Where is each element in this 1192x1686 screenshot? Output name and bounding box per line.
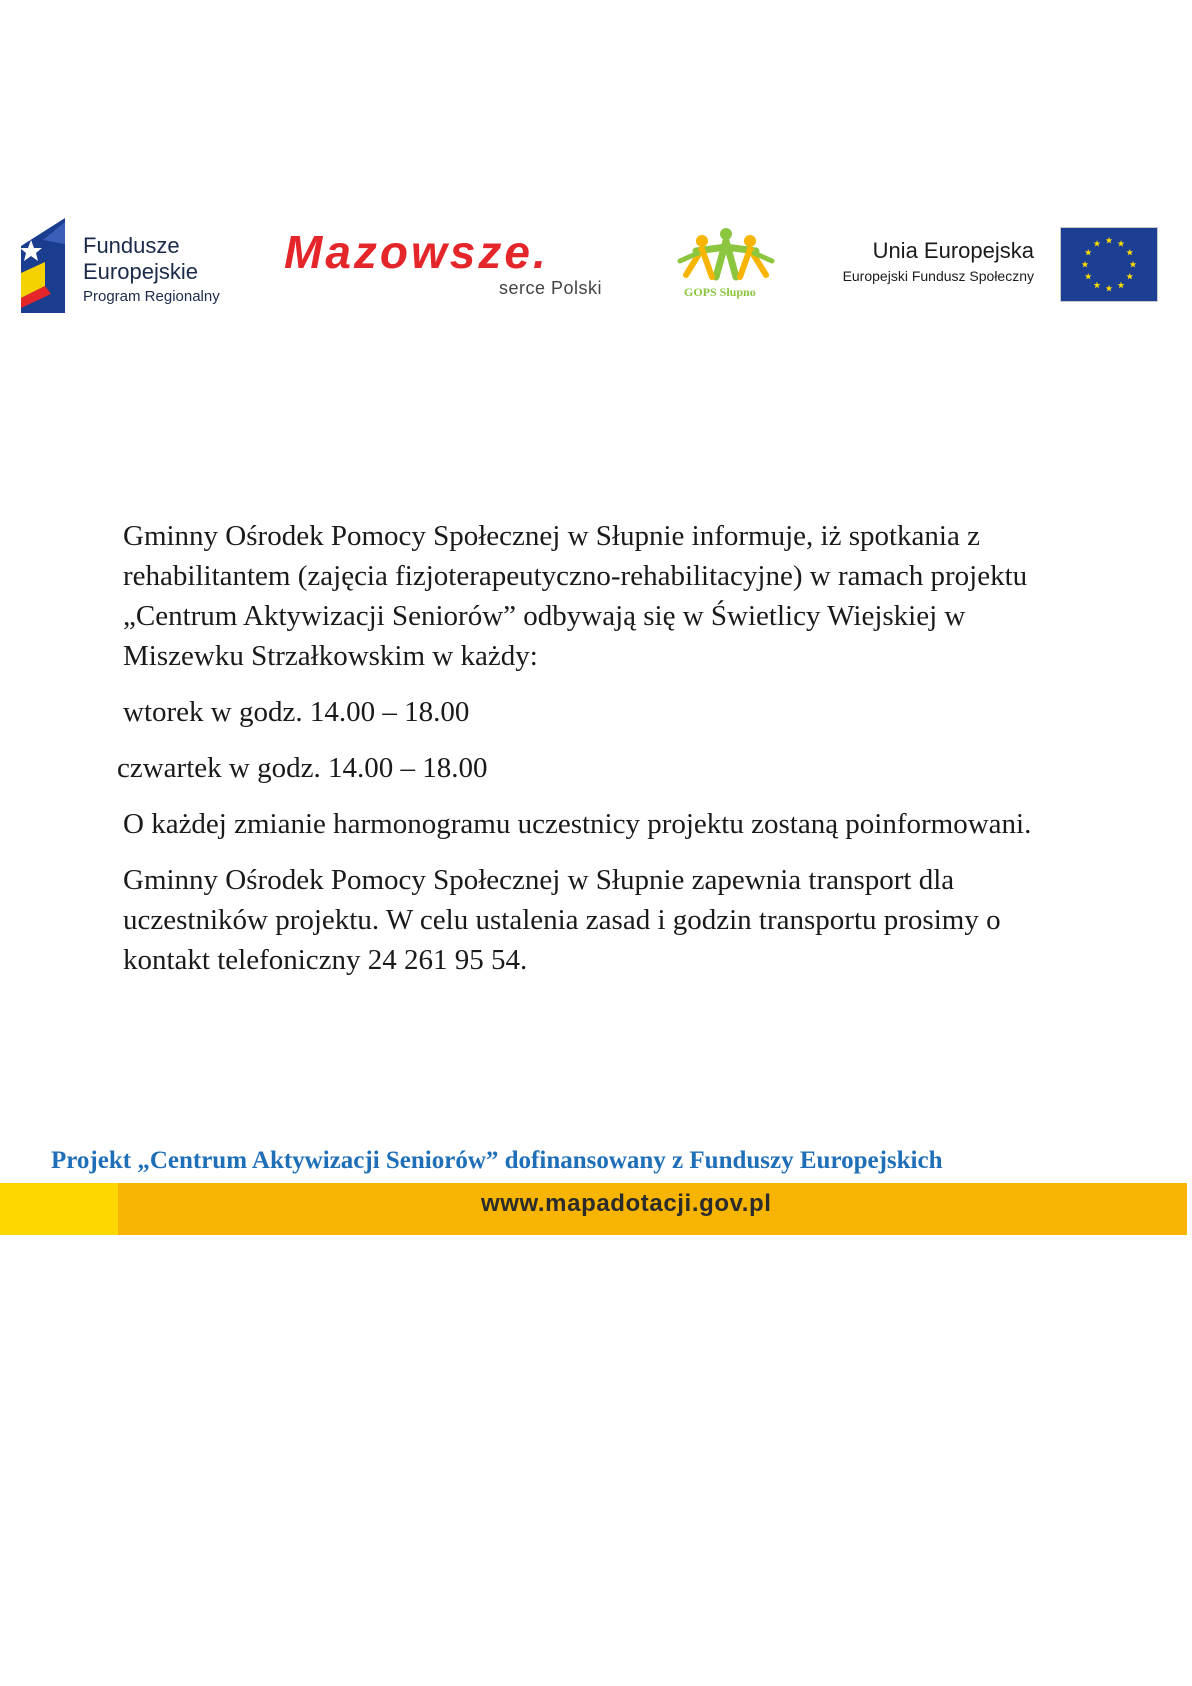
gops-figures-icon: [676, 227, 776, 287]
eu-star: [1106, 285, 1113, 292]
footer-band-accent: [0, 1183, 118, 1235]
footer-band: [0, 1183, 1187, 1235]
fundusze-europejskie-emblem-icon: [21, 218, 71, 313]
eu-star: [1126, 249, 1133, 256]
footer-url: www.mapadotacji.gov.pl: [481, 1190, 772, 1217]
eu-star: [1085, 273, 1092, 280]
unia-europejska-logo: [838, 227, 1158, 307]
thursday-schedule: czwartek w godz. 14.00 – 18.00: [117, 752, 488, 784]
eu-star: [1085, 249, 1092, 256]
footer-project-title: Projekt „Centrum Aktywizacji Seniorów” dofinansowany z Funduszy Europejskich: [51, 1147, 943, 1174]
changes-paragraph: O każdej zmianie harmonogramu uczestnicy projektu zostaną poinformowani.: [123, 808, 1032, 840]
eu-star: [1118, 282, 1125, 289]
fundusze-line-3: Program Regionalny: [83, 288, 220, 305]
eu-star: [1126, 273, 1133, 280]
announcement-body: [117, 516, 1083, 980]
fundusze-line-1: Fundusze: [83, 233, 180, 258]
eu-star: [1094, 240, 1101, 247]
transport-paragraph: Gminny Ośrodek Pomocy Społecznej w Słupnie zapewnia transport dla uczestników projektu. W celu ustalenia zasad i godzin transportu prosimy o kontakt telefoniczny 24 261 95 54.: [123, 864, 1001, 976]
logo-bar: [0, 215, 1192, 325]
ue-line-2: Europejski Fundusz Społeczny: [842, 268, 1034, 284]
fundusze-europejskie-logo: [21, 215, 236, 315]
tuesday-schedule: wtorek w godz. 14.00 – 18.00: [123, 696, 470, 728]
fundusze-line-2: Europejskie: [83, 259, 198, 284]
eu-star: [1082, 261, 1089, 268]
eu-star: [1118, 240, 1125, 247]
eu-star: [1130, 261, 1137, 268]
mazowsze-logo: [284, 228, 614, 318]
eu-flag-icon: [1060, 227, 1158, 302]
eu-star: [1106, 237, 1113, 244]
mazowsze-wordmark: Mazowsze.: [284, 226, 549, 278]
gops-slupno-logo: [670, 227, 780, 317]
intro-paragraph: Gminny Ośrodek Pomocy Społecznej w Słupnie informuje, iż spotkania z rehabilitantem (zajęcia fizjoterapeutyczno-rehabilitacyjne) w ramach projektu „Centrum Aktywizacji Seniorów” odbywają się w Świetlicy Wiejskiej w Miszewku Strzałkowskim w każdy:: [123, 520, 1028, 672]
gops-label: GOPS Słupno: [684, 285, 756, 299]
eu-star: [1094, 282, 1101, 289]
mazowsze-tagline: serce Polski: [499, 278, 603, 298]
ue-line-1: Unia Europejska: [872, 238, 1034, 263]
